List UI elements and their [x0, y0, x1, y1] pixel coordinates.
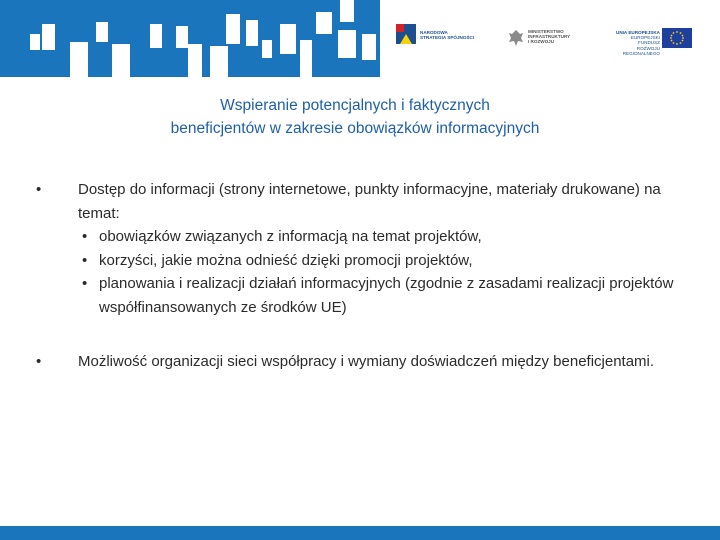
decor-square	[42, 24, 55, 50]
decor-square	[150, 24, 162, 48]
decor-square	[362, 34, 376, 60]
eu-logo-line2: EUROPEJSKI FUNDUSZ	[630, 35, 660, 46]
sub-bullet-marker: •	[82, 251, 88, 269]
bullet-text: Możliwość organizacji sieci współpracy i wymiany doświadczeń między beneficjentami.	[78, 353, 655, 370]
slide-title-line1: Wspieranie potencjalnych i faktycznych	[220, 97, 490, 114]
eagle-emblem-icon	[508, 28, 524, 48]
nss-logo-line2: STRATEGIA SPÓJNOŚCI	[420, 35, 475, 41]
header-bar	[0, 0, 720, 77]
ministry-logo-line2: INFRASTRUKTURY	[528, 34, 571, 40]
nss-emblem-icon	[394, 22, 418, 48]
sub-bullet-item	[78, 249, 678, 273]
bullet-text: Dostęp do informacji (strony internetowe, punkty informacyjne, materiały drukowane) na temat:	[78, 181, 661, 222]
decor-square	[112, 44, 130, 77]
bullet-marker: •	[36, 181, 42, 198]
eu-logo	[602, 0, 720, 77]
ministry-logo	[492, 0, 602, 77]
decor-square	[96, 22, 108, 42]
bullet-marker: •	[36, 353, 42, 370]
decor-square	[300, 40, 312, 77]
decor-square	[262, 40, 272, 58]
decor-square	[188, 44, 202, 77]
footer-bar	[0, 526, 720, 540]
eu-logo-line1: UNIA EUROPEJSKA	[616, 30, 660, 35]
ministry-logo-line1: MINISTERSTWO	[528, 29, 564, 34]
decor-square	[210, 46, 228, 77]
decor-square	[338, 30, 356, 58]
slide-title	[90, 94, 620, 140]
nss-logo	[380, 0, 492, 77]
sub-bullet-text: planowania i realizacji działań informacyjnych (zgodnie z zasadami realizacji projektów współfinansowanych ze środków UE)	[99, 275, 674, 316]
decor-square	[340, 0, 354, 22]
decor-square	[226, 14, 240, 44]
decor-square	[70, 42, 88, 77]
sub-bullet-text: korzyści, jakie można odnieść dzięki promocji projektów,	[99, 251, 473, 269]
sub-bullet-marker: •	[82, 275, 88, 292]
eu-logo-line3: ROZWOJU REGIONALNEGO	[622, 45, 660, 56]
ministry-logo-line3: I ROZWOJU	[528, 39, 555, 45]
slide-title-line2: beneficjentów w zakresie obowiązków informacyjnych	[170, 120, 540, 137]
decor-square	[246, 20, 258, 46]
sub-bullet-item	[78, 272, 678, 319]
eu-flag-icon	[662, 28, 692, 48]
sub-bullet-text: obowiązków związanych z informacją na temat projektów,	[99, 228, 482, 245]
sub-bullet-marker: •	[82, 228, 88, 245]
sub-bullet-item	[78, 225, 678, 249]
nss-logo-line1: NARODOWA	[420, 30, 448, 35]
decor-square	[316, 12, 332, 34]
decor-square	[280, 24, 296, 54]
decor-square	[30, 34, 40, 50]
decor-square	[176, 26, 188, 48]
